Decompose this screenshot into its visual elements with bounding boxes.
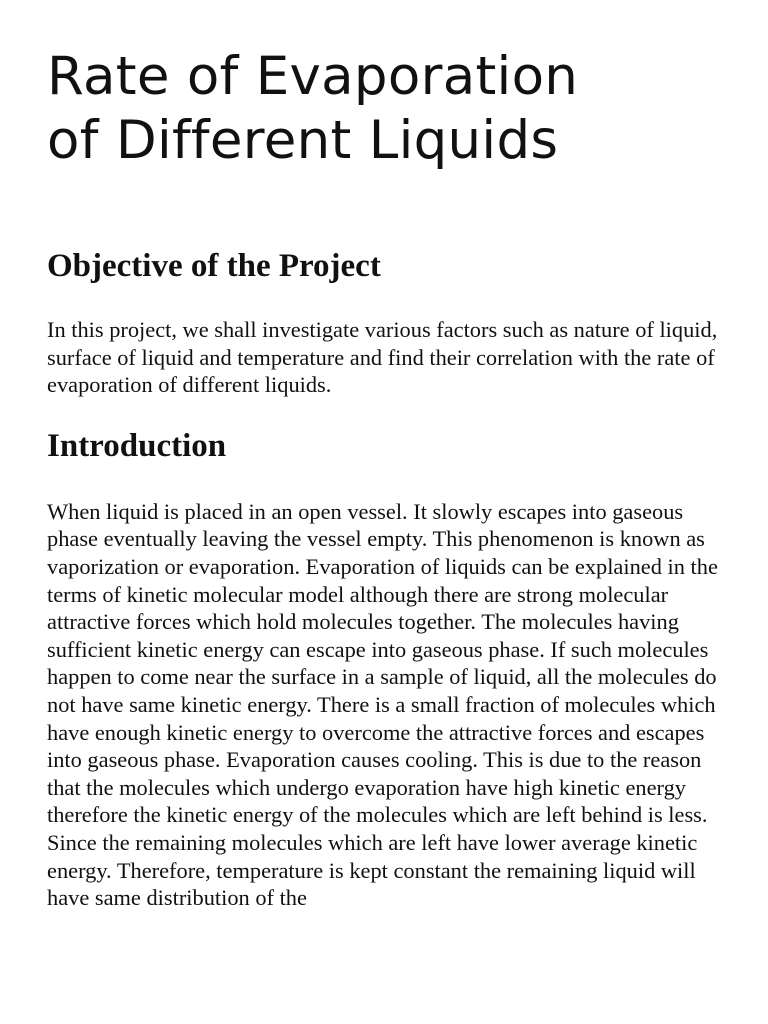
section-heading-introduction: Introduction	[47, 427, 227, 464]
section-body-introduction: When liquid is placed in an open vessel. It slowly escapes into gaseous phase eventually leaving the vessel empty. This phenomenon is known as vaporization or evaporation. Evaporation of liquids can be explained in the terms of kinetic molecular model although there are strong molecular attractive forces which hold molecules together. The molecules having sufficient kinetic energy can escape into gaseous phase. If such molecules happen to come near the surface in a sample of liquid, all the molecules do not have same kinetic energy. There is a small fraction of molecules which have enough kinetic energy to overcome the attractive forces and escapes into gaseous phase. Evaporation causes cooling. This is due to the reason that the molecules which undergo evaporation have high kinetic energy therefore the kinetic energy of the molecules which are left behind is less. Since the remaining molecules which are left have lower average kinetic energy. Therefore, temperature is kept constant the remaining liquid will have same distribution of the	[47, 498, 718, 911]
section-heading-objective: Objective of the Project	[47, 248, 381, 284]
document-page	[47, 0, 737, 912]
document-title: Rate of Evaporation of Different Liquids	[47, 46, 579, 171]
section-body-objective: In this project, we shall investigate various factors such as nature of liquid, surface of liquid and temperature and find their correlation with the rate of evaporation of different liquids.	[47, 317, 718, 398]
